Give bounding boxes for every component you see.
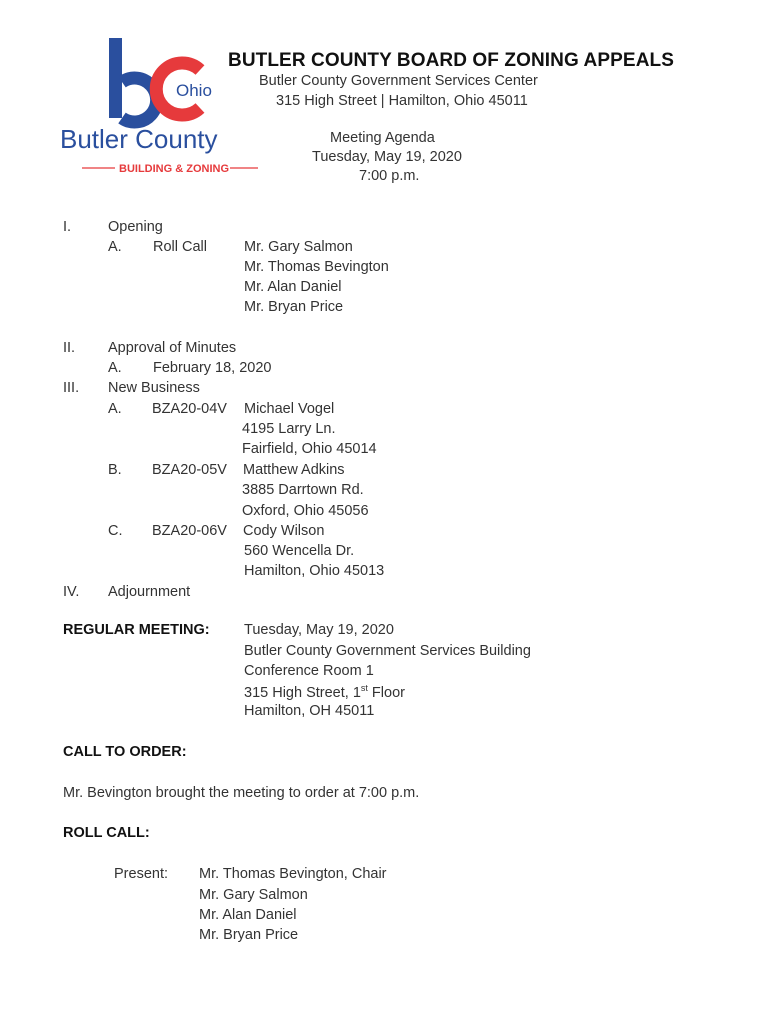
case-city: Hamilton, Ohio 45013 bbox=[244, 563, 385, 579]
case-letter: A. bbox=[108, 401, 122, 417]
section-1-title: Opening bbox=[108, 219, 163, 235]
regular-meeting-label: REGULAR MEETING: bbox=[63, 622, 210, 638]
section-2a-letter: A. bbox=[108, 360, 122, 376]
section-2a-label: February 18, 2020 bbox=[153, 360, 272, 376]
section-1a-label: Roll Call bbox=[153, 239, 207, 255]
case-id: BZA20-05V bbox=[152, 462, 227, 478]
board-title: BUTLER COUNTY BOARD OF ZONING APPEALS bbox=[228, 50, 674, 71]
regular-building: Butler County Government Services Building bbox=[244, 643, 531, 659]
case-street: 560 Wencella Dr. bbox=[244, 543, 355, 559]
member-line: Mr. Thomas Bevington bbox=[244, 259, 389, 275]
roll-member: Mr. Bryan Price bbox=[199, 927, 299, 943]
section-3-title: New Business bbox=[108, 380, 200, 396]
call-to-order-text: Mr. Bevington brought the meeting to order at 7:00 p.m. bbox=[63, 785, 420, 801]
logo-dept: BUILDING & ZONING bbox=[119, 163, 229, 175]
header-address: 315 High Street | Hamilton, Ohio 45011 bbox=[276, 93, 528, 109]
case-id: BZA20-06V bbox=[152, 523, 227, 539]
member-line: Mr. Bryan Price bbox=[244, 299, 344, 315]
roll-member: Mr. Thomas Bevington, Chair bbox=[199, 866, 387, 882]
case-letter: C. bbox=[108, 523, 123, 539]
section-4-title: Adjournment bbox=[108, 584, 191, 600]
regular-street-main: 315 High Street, 1 bbox=[244, 684, 361, 701]
case-city: Oxford, Ohio 45056 bbox=[242, 503, 369, 519]
section-3-num: III. bbox=[63, 380, 80, 396]
section-1-num: I. bbox=[63, 219, 72, 235]
section-4-num: IV. bbox=[63, 584, 80, 600]
header-agenda: Meeting Agenda bbox=[330, 130, 435, 146]
call-to-order-label: CALL TO ORDER: bbox=[63, 744, 187, 760]
regular-date: Tuesday, May 19, 2020 bbox=[244, 622, 394, 638]
bc-monogram-icon bbox=[109, 38, 215, 122]
regular-street-floor: Floor bbox=[367, 684, 405, 701]
header-date: Tuesday, May 19, 2020 bbox=[312, 149, 462, 165]
regular-city: Hamilton, OH 45011 bbox=[244, 703, 375, 719]
member-line: Mr. Alan Daniel bbox=[244, 279, 342, 295]
regular-street-sup: st bbox=[360, 683, 368, 693]
roll-present-label: Present: bbox=[114, 866, 168, 882]
section-2-title: Approval of Minutes bbox=[108, 340, 237, 356]
case-street: 3885 Darrtown Rd. bbox=[242, 482, 364, 498]
regular-room: Conference Room 1 bbox=[244, 663, 374, 679]
case-name: Cody Wilson bbox=[243, 523, 325, 539]
case-city: Fairfield, Ohio 45014 bbox=[242, 441, 377, 457]
section-2-num: II. bbox=[63, 340, 76, 356]
roll-call-label: ROLL CALL: bbox=[63, 825, 150, 841]
header-center: Butler County Government Services Center bbox=[259, 73, 538, 89]
header-time: 7:00 p.m. bbox=[359, 168, 420, 184]
regular-street bbox=[244, 683, 405, 701]
section-1a-letter: A. bbox=[108, 239, 122, 255]
case-id: BZA20-04V bbox=[152, 401, 227, 417]
logo-ohio: Ohio bbox=[176, 81, 212, 100]
case-name: Michael Vogel bbox=[244, 401, 335, 417]
roll-member: Mr. Gary Salmon bbox=[199, 887, 308, 903]
case-letter: B. bbox=[108, 462, 122, 478]
logo-county: Butler County bbox=[60, 124, 218, 154]
case-name: Matthew Adkins bbox=[243, 462, 345, 478]
roll-member: Mr. Alan Daniel bbox=[199, 907, 297, 923]
case-street: 4195 Larry Ln. bbox=[242, 421, 336, 437]
member-line: Mr. Gary Salmon bbox=[244, 239, 353, 255]
